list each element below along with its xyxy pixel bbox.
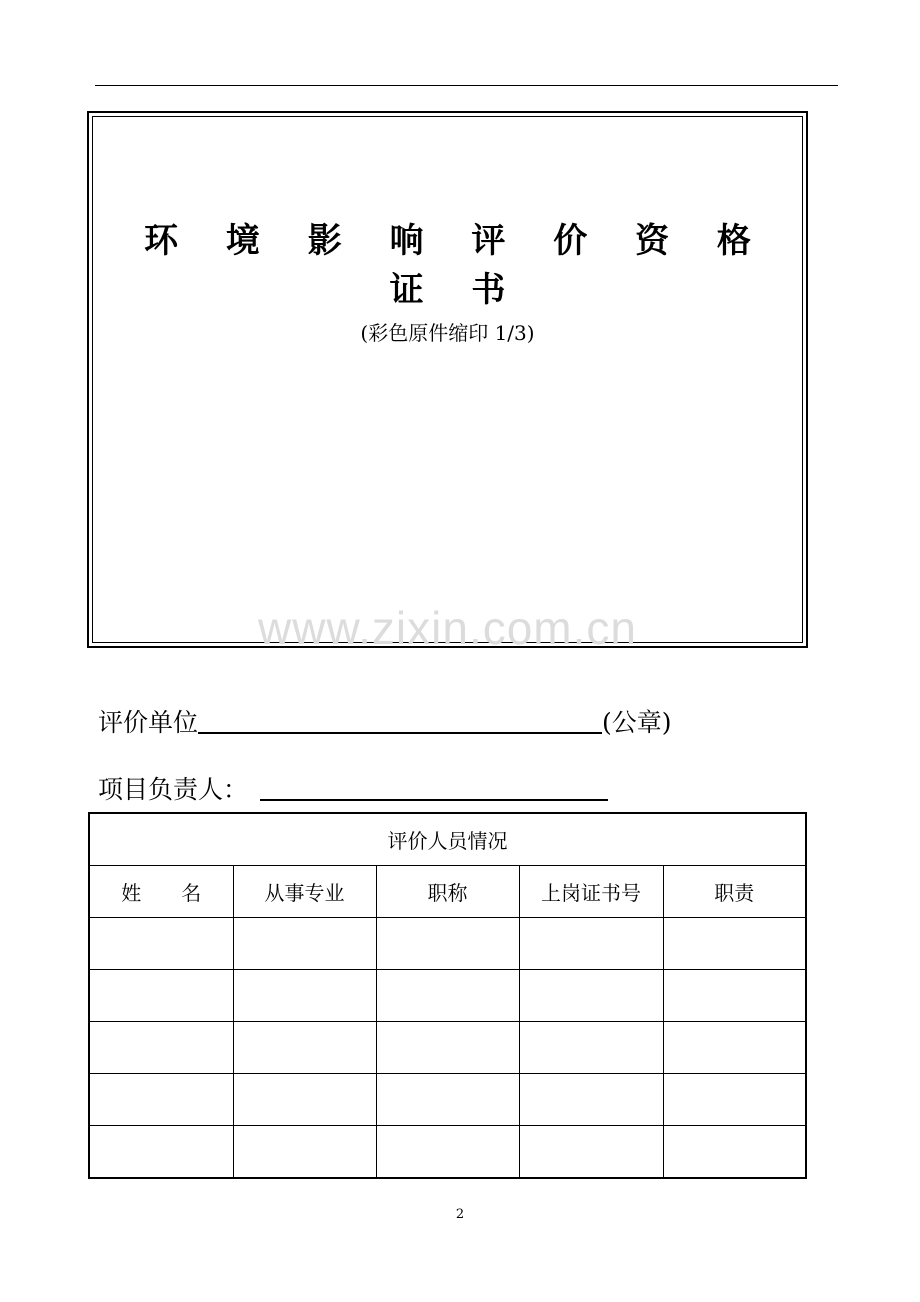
table-cell[interactable] (663, 1126, 806, 1179)
table-cell[interactable] (519, 1022, 663, 1074)
project-leader-field (98, 770, 608, 806)
evaluation-unit-field (98, 703, 672, 739)
table-row (89, 1074, 806, 1126)
certificate-title: 环 境 影 响 评 价 资 格 证 书 (144, 221, 769, 310)
evaluation-unit-blank[interactable] (198, 732, 602, 734)
table-row (89, 918, 806, 970)
column-header-title: 职称 (376, 866, 519, 918)
staff-table (88, 812, 807, 1179)
column-header-certificate-no: 上岗证书号 (519, 866, 663, 918)
table-cell[interactable] (233, 918, 376, 970)
page-number: 2 (455, 1207, 465, 1222)
certificate-frame (87, 111, 808, 654)
evaluation-unit-seal-note: (公章) (602, 708, 672, 737)
header-rule (95, 85, 838, 86)
table-cell[interactable] (376, 1074, 519, 1126)
staff-table-title: 评价人员情况 (89, 813, 806, 866)
table-cell[interactable] (519, 1126, 663, 1179)
table-row (89, 970, 806, 1022)
column-header-duty: 职责 (663, 866, 806, 918)
table-cell[interactable] (89, 1126, 233, 1179)
project-leader-blank[interactable] (260, 799, 608, 801)
table-cell[interactable] (376, 1022, 519, 1074)
table-cell[interactable] (233, 1022, 376, 1074)
table-cell[interactable] (519, 1074, 663, 1126)
table-cell[interactable] (663, 970, 806, 1022)
certificate-inner-border (92, 116, 803, 643)
table-title-row (89, 813, 806, 866)
table-cell[interactable] (519, 918, 663, 970)
certificate-subtitle: (彩色原件缩印 1/3) (360, 321, 535, 345)
table-cell[interactable] (233, 970, 376, 1022)
table-cell[interactable] (89, 1074, 233, 1126)
table-cell[interactable] (376, 1126, 519, 1179)
watermark: www.zixin.com.cn (258, 602, 637, 654)
table-cell[interactable] (376, 918, 519, 970)
table-cell[interactable] (89, 918, 233, 970)
table-row (89, 1022, 806, 1074)
column-header-name: 姓 名 (89, 866, 233, 918)
table-cell[interactable] (663, 918, 806, 970)
table-row (89, 1126, 806, 1179)
table-header-row (89, 866, 806, 918)
table-cell[interactable] (519, 970, 663, 1022)
evaluation-unit-label: 评价单位 (98, 708, 199, 737)
project-leader-label: 项目负责人： (98, 775, 249, 804)
table-cell[interactable] (663, 1022, 806, 1074)
table-cell[interactable] (376, 970, 519, 1022)
table-cell[interactable] (89, 970, 233, 1022)
table-cell[interactable] (233, 1126, 376, 1179)
table-cell[interactable] (663, 1074, 806, 1126)
table-cell[interactable] (89, 1022, 233, 1074)
table-cell[interactable] (233, 1074, 376, 1126)
column-header-specialty: 从事专业 (233, 866, 376, 918)
